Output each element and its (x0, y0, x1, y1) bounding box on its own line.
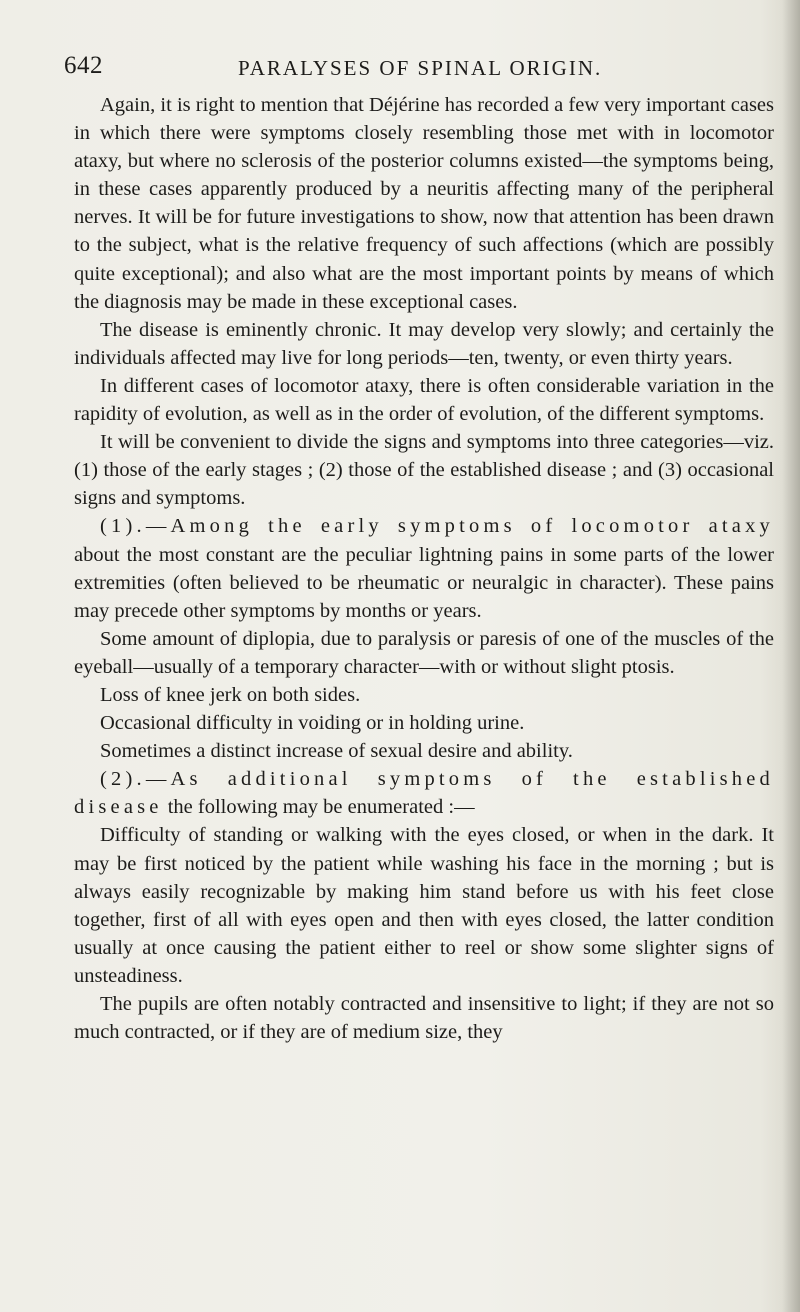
paragraph-sexual: Sometimes a distinct increase of sexual desire and ability. (100, 740, 573, 763)
page-number: 642 (64, 52, 103, 79)
paragraph-variation: In different cases of locomotor ataxy, there is often considerable variation in the rapidity of evolution, as well as in the order of evolution, of the different symptoms. (74, 374, 774, 426)
paragraph-chronic: The disease is eminently chronic. It may develop very slowly; and certainly the individuals affected may live for long periods—ten, twenty, or even thirty years. (74, 318, 774, 369)
page-edge-shadow (782, 0, 800, 1312)
paragraph-early-symptoms (74, 512, 774, 624)
paragraph-standing: Difficulty of standing or walking with the eyes closed, or when in the dark. It may be first noticed by the patient while washing his face in the morning ; but is always easily recognizable by making him stand before us with his feet close together, first of all with eyes open and then with eyes closed, the latter condition usually at once causing the patient either to reel or show some slighter signs of unsteadiness. (74, 824, 774, 987)
paragraph-pupils: The pupils are often notably contracted and insensitive to light; if they are not so much contracted, or if they are of medium size, they (74, 993, 774, 1044)
paragraph-diplopia: Some amount of diplopia, due to paralysis or paresis of one of the muscles of the eyeball—usually of a temporary character—with or without slight ptosis. (74, 627, 774, 678)
page-header (64, 52, 764, 84)
established-text: the following may be enumerated :— (162, 796, 475, 819)
paragraph-knee-jerk: Loss of knee jerk on both sides. (100, 683, 361, 706)
paragraph-established (74, 765, 774, 821)
paragraph-dejerine: Again, it is right to mention that Déjérine has recorded a few very important cases in which there were symptoms closely resembling those met with in locomotor ataxy, but where no sclerosis of the posterior columns existed—the symptoms being, in these cases apparently produced by a neuritis affecting many of the peripheral nerves. It will be for future investigations to show, now that attention has been drawn to the subject, what is the relative frequency of such affections (which are possibly quite exceptional); and also what are the most important points by means of which the diagnosis may be made in these exceptional cases. (74, 94, 774, 313)
body-text (74, 91, 774, 1046)
paragraph-categories: It will be convenient to divide the signs and symptoms into three categories—viz. (1) those of the early stages ; (2) those of the established disease ; and (3) occasional signs and symptoms. (74, 431, 774, 510)
established-heading: (2).—As additional symptoms of the established disease (74, 768, 774, 819)
early-symptoms-text: about the most constant are the peculiar lightning pains in some parts of the lower extremities (often believed to be rheumatic or neuralgic in character). These pains may precede other symptoms by months or years. (74, 543, 774, 622)
paragraph-urine: Occasional difficulty in voiding or in holding urine. (100, 712, 525, 735)
running-title: PARALYSES OF SPINAL ORIGIN. (238, 56, 603, 80)
early-symptoms-heading: (1).—Among the early symptoms of locomotor ataxy (100, 515, 774, 538)
